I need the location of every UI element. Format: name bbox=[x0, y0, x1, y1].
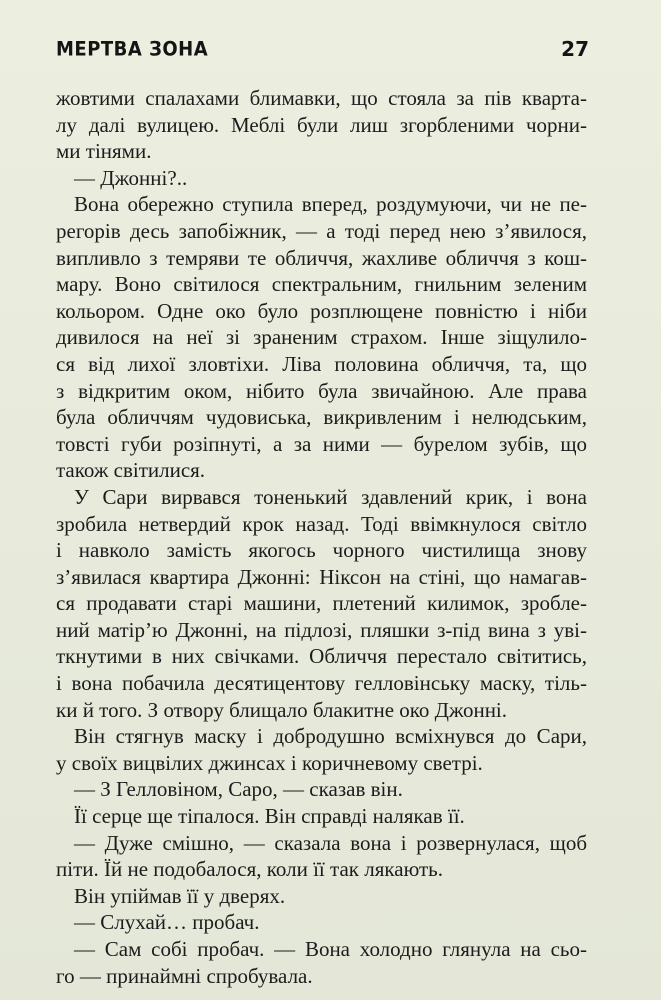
text-line: і вона побачила десятицентову гелловінську маску, тіль- bbox=[56, 671, 587, 696]
text-line: ки й того. З отвору блищало блакитне око Джонні. bbox=[56, 697, 508, 722]
text-line: — Дуже смішно, — сказала вона і розвернулася, щоб bbox=[74, 830, 587, 855]
text-line: дивилося на неї зі зраненим страхом. Інше зіщулило- bbox=[56, 325, 587, 350]
text-line: і навколо замість якогось чорного чистилища знову bbox=[56, 538, 587, 563]
text-line: мару. Воно світилося спектральним, гнильним зеленим bbox=[56, 272, 587, 297]
text-line: з’явилася квартира Джонні: Ніксон на стіні, що намагав- bbox=[56, 564, 587, 589]
text-line: ми тінями. bbox=[56, 139, 152, 164]
text-line: — Джонні?.. bbox=[74, 165, 188, 190]
text-line: Він упіймав її у дверях. bbox=[74, 883, 286, 908]
text-line: випливло з темряви те обличчя, жахливе обличчя з кош- bbox=[56, 245, 587, 270]
running-title: МЕРТВА ЗОНА bbox=[56, 38, 209, 62]
text-line: Вона обережно ступила вперед, роздумуючи, чи не пе- bbox=[74, 192, 587, 217]
text-line: у своїх вицвілих джинсах і коричневому светрі. bbox=[56, 750, 483, 775]
text-line: з відкритим оком, нібито була звичайною. Але права bbox=[56, 378, 587, 403]
text-line: жовтими спалахами блимавки, що стояла за пів кварта- bbox=[56, 86, 587, 110]
text-line: була обличчям чудовиська, викривленим і нелюдським, bbox=[56, 405, 587, 430]
text-line: Він стягнув маску і добродушно всміхнувся до Сари, bbox=[74, 724, 587, 749]
text-line: піти. Їй не подобалося, коли її так лякають. bbox=[56, 857, 443, 882]
text-line: зробила нетвердий крок назад. Тоді ввімкнулося світло bbox=[56, 511, 587, 536]
page-number: 27 bbox=[561, 37, 589, 61]
text-line: — З Гелловіном, Саро, — сказав він. bbox=[74, 777, 403, 802]
text-line: ний матір’ю Джонні, на підлозі, пляшки з-під вина з уві- bbox=[56, 617, 587, 642]
text-line: — Слухай… пробач. bbox=[74, 910, 260, 935]
text-line: також світилися. bbox=[56, 458, 206, 483]
text-line: ся від лихої зловтіхи. Ліва половина обличчя, та, що bbox=[56, 351, 587, 376]
text-line: лу далі вулицею. Меблі були лиш згорбленими чорни- bbox=[56, 112, 587, 137]
text-line: Її серце ще тіпалося. Він справді налякав її. bbox=[74, 804, 465, 829]
text-line: товсті губи розіпнуті, а за ними — бурелом зубів, що bbox=[56, 431, 587, 456]
text-line: регорів десь запобіжник, — а тоді перед нею з’явилося, bbox=[56, 218, 587, 243]
text-line: го — принаймні спробувала. bbox=[56, 963, 313, 988]
text-line: кольором. Одне око було розплющене повністю і ніби bbox=[56, 298, 587, 323]
text-line: ткнутими в них свічками. Обличчя перестало світитись, bbox=[56, 644, 587, 669]
text-line: У Сари вирвався тоненький здавлений крик, і вона bbox=[74, 484, 587, 509]
body-text bbox=[56, 85, 587, 989]
text-line: ся продавати старі машини, плетений килимок, зробле- bbox=[56, 591, 587, 616]
text-line: — Сам собі пробач. — Вона холодно глянула на сьо- bbox=[74, 937, 587, 961]
